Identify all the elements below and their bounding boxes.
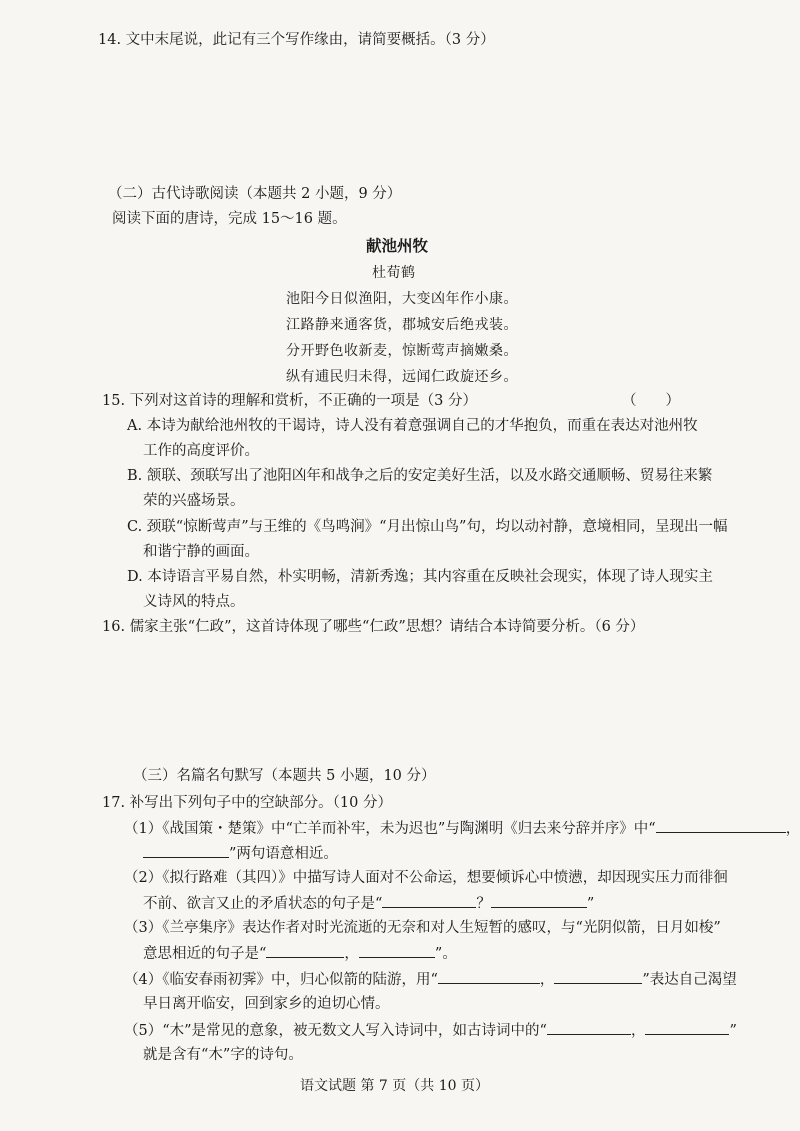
option-a-line-1: A. 本诗为献给池州牧的干谒诗，诗人没有着意强调自己的才华抱负，而重在表达对池州牧 xyxy=(127,418,698,434)
section-2-heading: （二）古代诗歌阅读（本题共 2 小题，9 分） xyxy=(108,186,402,202)
option-b-line-2: 荣的兴盛场景。 xyxy=(143,493,245,509)
question-17-stem: 17. 补写出下列句子中的空缺部分。（10 分） xyxy=(102,795,392,811)
answer-blank[interactable] xyxy=(438,969,540,984)
answer-blank[interactable] xyxy=(656,818,786,833)
answer-blank[interactable] xyxy=(382,893,476,908)
answer-blank[interactable] xyxy=(491,893,587,908)
q17-item-2-text: 不前、欲言又止的矛盾状态的句子是“ xyxy=(143,896,383,912)
question-16: 16. 儒家主张“仁政”，这首诗体现了哪些“仁政”思想？请结合本诗简要分析。（6 分） xyxy=(102,619,645,635)
q17-item-2-line-1: （2）《拟行路难（其四）》中描写诗人面对不公命运，想要倾诉心中愤懑，却因现实压力而徘徊 xyxy=(124,870,728,886)
q17-item-1-line-2 xyxy=(143,843,338,864)
question-mark: ？ xyxy=(476,896,491,912)
section-3-heading: （三）名篇名句默写（本题共 5 小题，10 分） xyxy=(133,768,436,784)
option-c-line-2: 和谐宁静的画面。 xyxy=(143,544,259,560)
q17-item-5-text: （5）“木”是常见的意象，被无数文人写入诗词中，如古诗词中的“ xyxy=(124,1023,547,1039)
poem-line-2: 江路静来通客货，郡城安后绝戎装。 xyxy=(286,317,518,333)
close-quote: ” xyxy=(586,896,595,912)
poem-title: 献池州牧 xyxy=(366,236,429,255)
question-14: 14. 文中末尾说，此记有三个写作缘由，请简要概括。（3 分） xyxy=(98,32,495,48)
poem-line-3: 分开野色收新麦，惊断莺声摘嫩桑。 xyxy=(286,343,518,359)
option-d-line-2: 义诗风的特点。 xyxy=(143,594,245,610)
answer-blank[interactable] xyxy=(645,1020,729,1035)
question-15-stem: 15. 下列对这首诗的理解和赏析，不正确的一项是（3 分） xyxy=(102,393,478,409)
q17-item-3-line-2 xyxy=(143,943,457,964)
poem-author: 杜荀鹤 xyxy=(372,265,416,281)
comma: ， xyxy=(539,972,555,988)
option-b-line-1: B. 颔联、颈联写出了池阳凶年和战争之后的安定美好生活，以及水路交通顺畅、贸易往来繁 xyxy=(127,468,713,484)
answer-blank[interactable] xyxy=(554,969,642,984)
q17-item-3-line-1: （3）《兰亭集序》表达作者对时光流逝的无奈和对人生短暂的感叹，与“光阴似箭，日月如梭” xyxy=(124,920,721,936)
comma: ， xyxy=(344,946,359,962)
poem-line-1: 池阳今日似渔阳，大变凶年作小康。 xyxy=(286,291,518,307)
option-d-line-1: D. 本诗语言平易自然，朴实明畅，清新秀逸；其内容重在反映社会现实，体现了诗人现实主 xyxy=(127,569,713,585)
page-footer: 语文试题 第 7 页（共 10 页） xyxy=(300,1078,489,1094)
option-c-line-1: C. 颈联“惊断莺声”与王维的《鸟鸣涧》“月出惊山鸟”句，均以动衬静，意境相同，呈现出一幅 xyxy=(127,519,728,535)
answer-blank[interactable] xyxy=(547,1020,631,1035)
q17-item-1-text: （1）《战国策・楚策》中“亡羊而补牢，未为迟也”与陶渊明《归去来兮辞并序》中“ xyxy=(124,821,656,837)
q17-item-1-end: ”两句语意相近。 xyxy=(229,846,338,862)
q17-item-4-text: （4）《临安春雨初霁》中，归心似箭的陆游，用“ xyxy=(124,972,438,988)
q17-item-5-line-1 xyxy=(124,1020,737,1041)
q17-item-4-mid: ”表达自己渴望 xyxy=(642,972,737,988)
comma: ， xyxy=(630,1023,646,1039)
answer-blank[interactable] xyxy=(143,843,229,858)
q17-item-2-line-2 xyxy=(143,893,594,914)
q17-item-5-line-2: 就是含有“木”字的诗句。 xyxy=(143,1047,303,1063)
answer-blank[interactable] xyxy=(359,943,435,958)
close-quote: ” xyxy=(729,1023,737,1039)
answer-parentheses: （ ） xyxy=(622,393,680,409)
answer-blank[interactable] xyxy=(266,943,344,958)
q17-item-4-line-1 xyxy=(124,969,737,990)
comma: ， xyxy=(785,821,800,837)
q17-item-4-line-2: 早日离开临安，回到家乡的迫切心情。 xyxy=(143,996,390,1012)
option-a-line-2: 工作的高度评价。 xyxy=(143,443,259,459)
poem-line-4: 纵有逋民归未得，远闻仁政旋还乡。 xyxy=(286,369,518,385)
q17-item-1-line-1 xyxy=(124,818,800,839)
close-quote: ”。 xyxy=(434,946,457,962)
q17-item-3-text: 意思相近的句子是“ xyxy=(143,946,267,962)
section-2-instruction: 阅读下面的唐诗，完成 15～16 题。 xyxy=(112,211,347,227)
